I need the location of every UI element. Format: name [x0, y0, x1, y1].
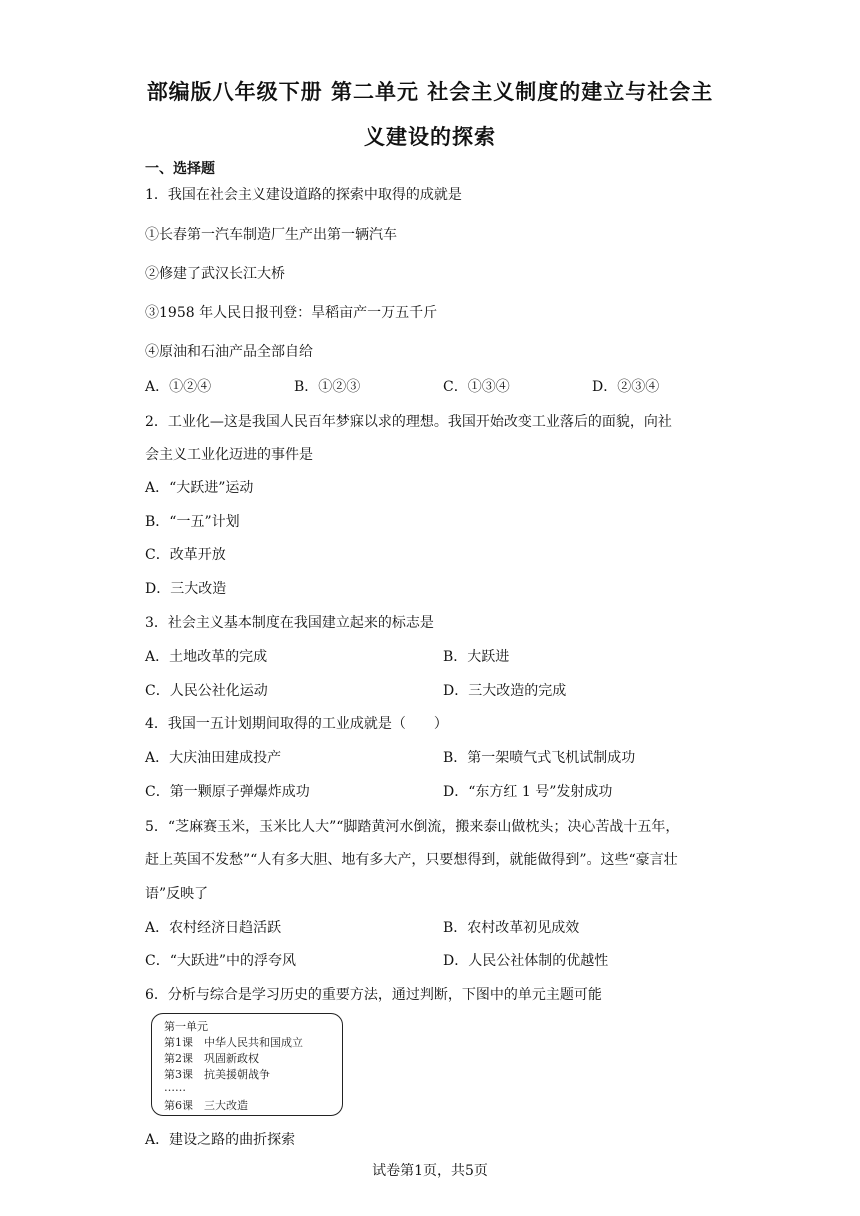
- section-heading: 一、选择题: [145, 161, 215, 177]
- q2-option-d: D．三大改造: [145, 581, 227, 597]
- q6-option-a: A．建设之路的曲折探索: [145, 1132, 296, 1148]
- unit-contents-figure: [151, 1013, 343, 1116]
- figure-line-lesson3: 第3课 抗美援朝战争: [164, 1068, 270, 1081]
- figure-line-lesson6: 第6课 三大改造: [164, 1099, 248, 1112]
- figure-line-lesson1: 第1课 中华人民共和国成立: [164, 1036, 303, 1049]
- q5-stem-line2: 赶上英国不发愁”“人有多大胆、地有多大产，只要想得到，就能做得到”。这些“豪言壮: [145, 852, 678, 868]
- q6-stem: 6．分析与综合是学习历史的重要方法，通过判断，下图中的单元主题可能: [145, 987, 602, 1003]
- q1-option-b: B．①②③: [294, 379, 361, 395]
- q1-item-2: ②修建了武汉长江大桥: [145, 266, 285, 282]
- q2-stem-line2: 会主义工业化迈进的事件是: [145, 447, 313, 463]
- figure-line-ellipsis: ……: [164, 1081, 186, 1094]
- q1-option-c: C．①③④: [443, 379, 510, 395]
- q3-option-a: A．土地改革的完成: [145, 649, 268, 665]
- q5-stem-line3: 语”反映了: [145, 886, 209, 902]
- q3-option-c: C．人民公社化运动: [145, 683, 268, 699]
- figure-line-unit: 第一单元: [164, 1020, 208, 1033]
- q4-option-b: B．第一架喷气式飞机试制成功: [443, 750, 636, 766]
- q4-option-d: D．“东方红 1 号”发射成功: [443, 784, 613, 800]
- q5-option-a: A．农村经济日趋活跃: [145, 920, 282, 936]
- q1-item-3: ③1958 年人民日报刊登：旱稻亩产一万五千斤: [145, 305, 438, 321]
- q4-option-a: A．大庆油田建成投产: [145, 750, 282, 766]
- q2-option-b: B．“一五”计划: [145, 514, 240, 530]
- q4-option-c: C．第一颗原子弹爆炸成功: [145, 784, 310, 800]
- q1-item-4: ④原油和石油产品全部自给: [145, 344, 313, 360]
- q1-option-d: D．②③④: [592, 379, 660, 395]
- q5-option-c: C．“大跃进”中的浮夸风: [145, 953, 297, 969]
- q3-option-b: B．大跃进: [443, 649, 510, 665]
- page-footer: 试卷第1页，共5页: [372, 1163, 488, 1179]
- q1-stem: 1．我国在社会主义建设道路的探索中取得的成就是: [145, 187, 462, 203]
- q5-option-d: D．人民公社体制的优越性: [443, 953, 609, 969]
- q2-stem-line1: 2．工业化—这是我国人民百年梦寐以求的理想。我国开始改变工业落后的面貌，向社: [145, 414, 672, 430]
- q5-stem-line1: 5．“芝麻赛玉米，玉米比人大”“脚踏黄河水倒流，搬来泰山做枕头；决心苦战十五年，: [145, 819, 680, 835]
- q2-option-c: C．改革开放: [145, 547, 226, 563]
- page-title-line2: 义建设的探索: [364, 125, 496, 149]
- page-title-line1: 部编版八年级下册 第二单元 社会主义制度的建立与社会主: [146, 80, 714, 104]
- q1-item-1: ①长春第一汽车制造厂生产出第一辆汽车: [145, 227, 397, 243]
- figure-line-lesson2: 第2课 巩固新政权: [164, 1052, 259, 1065]
- q5-option-b: B．农村改革初见成效: [443, 920, 580, 936]
- q4-stem: 4．我国一五计划期间取得的工业成就是（ ）: [145, 716, 448, 732]
- q3-option-d: D．三大改造的完成: [443, 683, 567, 699]
- q2-option-a: A．“大跃进”运动: [145, 480, 254, 496]
- q1-option-a: A．①②④: [145, 379, 212, 395]
- q3-stem: 3．社会主义基本制度在我国建立起来的标志是: [145, 615, 434, 631]
